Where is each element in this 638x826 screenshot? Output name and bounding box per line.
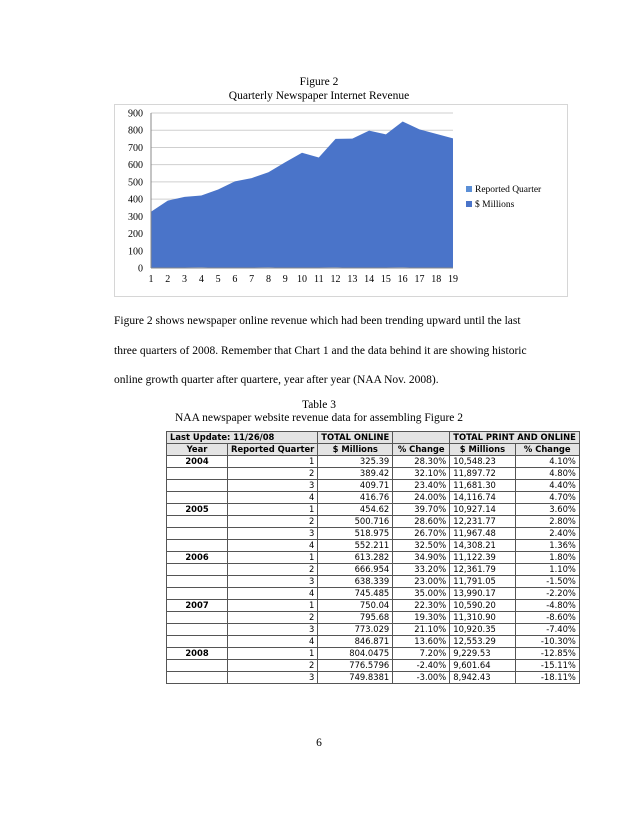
total-millions-cell: 9,229.53 [450,648,515,660]
quarter-cell: 3 [228,528,318,540]
year-cell [167,588,228,600]
year-cell [167,516,228,528]
total-change-cell: 1.36% [515,540,579,552]
online-millions-cell: 389.42 [318,468,393,480]
legend-label: $ Millions [475,200,515,210]
legend-swatch [466,186,472,192]
year-cell [167,576,228,588]
online-change-cell: 39.70% [393,504,450,516]
y-tick-label: 700 [128,142,143,154]
group-header-online: TOTAL ONLINE [318,432,393,444]
year-cell [167,624,228,636]
total-change-cell: 3.60% [515,504,579,516]
table-row [167,492,580,504]
y-tick-label: 100 [128,246,143,258]
online-millions-cell: 454.62 [318,504,393,516]
year-cell [167,480,228,492]
table-row [167,564,580,576]
total-change-cell: -8.60% [515,612,579,624]
online-millions-cell: 776.5796 [318,660,393,672]
total-change-cell: 1.80% [515,552,579,564]
table-row [167,516,580,528]
total-millions-cell: 10,590.20 [450,600,515,612]
year-cell [167,612,228,624]
year-cell [167,636,228,648]
online-change-cell: 32.10% [393,468,450,480]
year-cell: 2004 [167,456,228,468]
online-change-cell: 19.30% [393,612,450,624]
figure-label: Figure 2 [299,76,339,88]
total-change-cell: 4.80% [515,468,579,480]
quarter-cell: 1 [228,600,318,612]
total-millions-cell: 11,897.72 [450,468,515,480]
year-cell [167,528,228,540]
online-change-cell: 33.20% [393,564,450,576]
total-change-cell: -4.80% [515,600,579,612]
table-row [167,468,580,480]
total-millions-cell: 10,548.23 [450,456,515,468]
total-change-cell: 1.10% [515,564,579,576]
quarter-cell: 3 [228,576,318,588]
online-millions-cell: 500.716 [318,516,393,528]
x-tick-label: 3 [182,274,188,285]
y-tick-label: 500 [128,177,143,189]
total-millions-cell: 14,116.74 [450,492,515,504]
total-millions-cell: 12,231.77 [450,516,515,528]
quarter-cell: 3 [228,624,318,636]
x-tick-label: 13 [347,274,358,285]
total-change-cell: 2.40% [515,528,579,540]
legend-swatch [466,201,472,207]
quarter-cell: 4 [228,588,318,600]
x-tick-label: 15 [380,274,391,285]
table-title: NAA newspaper website revenue data for assembling Figure 2 [174,412,464,424]
online-change-cell: 28.60% [393,516,450,528]
total-millions-cell: 9,601.64 [450,660,515,672]
online-millions-cell: 409.71 [318,480,393,492]
x-tick-label: 7 [249,274,255,285]
total-millions-cell: 11,967.48 [450,528,515,540]
x-tick-label: 8 [265,274,271,285]
quarter-cell: 4 [228,540,318,552]
x-tick-label: 17 [414,274,425,285]
x-tick-label: 12 [330,274,341,285]
online-millions-cell: 846.871 [318,636,393,648]
col-header-total-millions: $ Millions [450,444,515,456]
y-tick-label: 900 [128,108,143,120]
table-header-row-2 [167,444,580,456]
quarter-cell: 1 [228,456,318,468]
online-change-cell: 24.00% [393,492,450,504]
table-row [167,504,580,516]
online-change-cell: 22.30% [393,600,450,612]
col-header-online-millions: $ Millions [318,444,393,456]
legend-label: Reported Quarter [475,185,542,195]
year-cell [167,468,228,480]
year-cell: 2007 [167,600,228,612]
quarter-cell: 1 [228,648,318,660]
table-row [167,612,580,624]
online-change-cell: 28.30% [393,456,450,468]
total-millions-cell: 12,361.79 [450,564,515,576]
quarter-cell: 1 [228,552,318,564]
total-change-cell: 4.10% [515,456,579,468]
online-change-cell: 23.40% [393,480,450,492]
quarter-cell: 2 [228,660,318,672]
table-row [167,672,580,684]
quarter-cell: 2 [228,612,318,624]
online-millions-cell: 773.029 [318,624,393,636]
total-change-cell: 4.40% [515,480,579,492]
total-change-cell: -10.30% [515,636,579,648]
paragraph-line-1: Figure 2 shows newspaper online revenue which had been trending upward until the last [114,315,521,327]
x-tick-label: 11 [313,274,324,285]
online-millions-cell: 804.0475 [318,648,393,660]
total-change-cell: -7.40% [515,624,579,636]
online-millions-cell: 416.76 [318,492,393,504]
online-millions-cell: 750.04 [318,600,393,612]
table-row [167,600,580,612]
x-tick-label: 16 [397,274,408,285]
y-tick-label: 0 [138,263,143,275]
table-row [167,456,580,468]
table-row [167,636,580,648]
figure-title: Quarterly Newspaper Internet Revenue [228,90,410,102]
total-change-cell: -12.85% [515,648,579,660]
online-change-cell: 7.20% [393,648,450,660]
total-change-cell: 2.80% [515,516,579,528]
total-millions-cell: 11,122.39 [450,552,515,564]
series-area-2 [151,121,453,267]
online-change-cell: 26.70% [393,528,450,540]
online-millions-cell: 518.975 [318,528,393,540]
year-cell: 2008 [167,648,228,660]
x-tick-label: 10 [297,274,307,285]
x-tick-label: 18 [431,274,442,285]
y-tick-label: 600 [128,160,143,172]
table-row [167,552,580,564]
quarter-cell: 4 [228,492,318,504]
total-millions-cell: 10,920.35 [450,624,515,636]
total-millions-cell: 8,942.43 [450,672,515,684]
y-tick-label: 300 [128,211,143,223]
paragraph-line-3: online growth quarter after quartere, year after year (NAA Nov. 2008). [114,374,439,386]
year-cell [167,564,228,576]
online-change-cell: 23.00% [393,576,450,588]
table-row [167,528,580,540]
online-millions-cell: 666.954 [318,564,393,576]
year-cell [167,660,228,672]
quarter-cell: 3 [228,672,318,684]
online-change-cell: 21.10% [393,624,450,636]
online-millions-cell: 638.339 [318,576,393,588]
col-header-quarter: Reported Quarter [228,444,318,456]
quarter-cell: 2 [228,516,318,528]
total-millions-cell: 12,553.29 [450,636,515,648]
online-millions-cell: 613.282 [318,552,393,564]
table-row [167,588,580,600]
online-change-cell: -2.40% [393,660,450,672]
online-change-cell: -3.00% [393,672,450,684]
quarter-cell: 2 [228,468,318,480]
online-millions-cell: 745.485 [318,588,393,600]
quarter-cell: 3 [228,480,318,492]
total-change-cell: -2.20% [515,588,579,600]
table-row [167,648,580,660]
revenue-data-table [166,431,580,684]
year-cell: 2006 [167,552,228,564]
online-change-cell: 13.60% [393,636,450,648]
online-millions-cell: 795.68 [318,612,393,624]
total-change-cell: -15.11% [515,660,579,672]
total-change-cell: 4.70% [515,492,579,504]
total-millions-cell: 14,308.21 [450,540,515,552]
online-change-cell: 32.50% [393,540,450,552]
year-cell: 2005 [167,504,228,516]
table-row [167,480,580,492]
last-update-cell: Last Update: 11/26/08 [167,432,318,444]
online-millions-cell: 325.39 [318,456,393,468]
y-tick-label: 400 [128,194,143,206]
paragraph-line-2: three quarters of 2008. Remember that Chart 1 and the data behind it are showing historic [114,345,527,357]
total-millions-cell: 13,990.17 [450,588,515,600]
year-cell [167,492,228,504]
col-header-year: Year [167,444,228,456]
quarter-cell: 4 [228,636,318,648]
group-header-blank [393,432,450,444]
quarter-cell: 2 [228,564,318,576]
y-tick-label: 800 [128,125,143,137]
page-number: 6 [316,737,322,749]
area-chart [115,105,567,296]
total-millions-cell: 11,681.30 [450,480,515,492]
online-change-cell: 34.90% [393,552,450,564]
x-tick-label: 19 [448,274,458,285]
col-header-online-change: % Change [393,444,450,456]
online-change-cell: 35.00% [393,588,450,600]
online-millions-cell: 749.8381 [318,672,393,684]
online-millions-cell: 552.211 [318,540,393,552]
total-change-cell: -1.50% [515,576,579,588]
chart-container [114,104,568,297]
table-row [167,624,580,636]
x-tick-label: 5 [215,274,221,285]
group-header-print-online: TOTAL PRINT AND ONLINE [450,432,580,444]
year-cell [167,540,228,552]
x-tick-label: 1 [148,274,154,285]
x-tick-label: 9 [282,274,288,285]
table-row [167,576,580,588]
table-header-row-1 [167,432,580,444]
y-tick-label: 200 [128,229,143,241]
col-header-total-change: % Change [515,444,579,456]
total-millions-cell: 11,791.05 [450,576,515,588]
x-tick-label: 2 [165,274,171,285]
table-label: Table 3 [301,399,336,411]
year-cell [167,672,228,684]
x-tick-label: 14 [364,274,375,285]
total-millions-cell: 11,310.90 [450,612,515,624]
x-tick-label: 4 [198,274,204,285]
x-tick-label: 6 [232,274,238,285]
table-row [167,660,580,672]
total-change-cell: -18.11% [515,672,579,684]
table-row [167,540,580,552]
total-millions-cell: 10,927.14 [450,504,515,516]
quarter-cell: 1 [228,504,318,516]
